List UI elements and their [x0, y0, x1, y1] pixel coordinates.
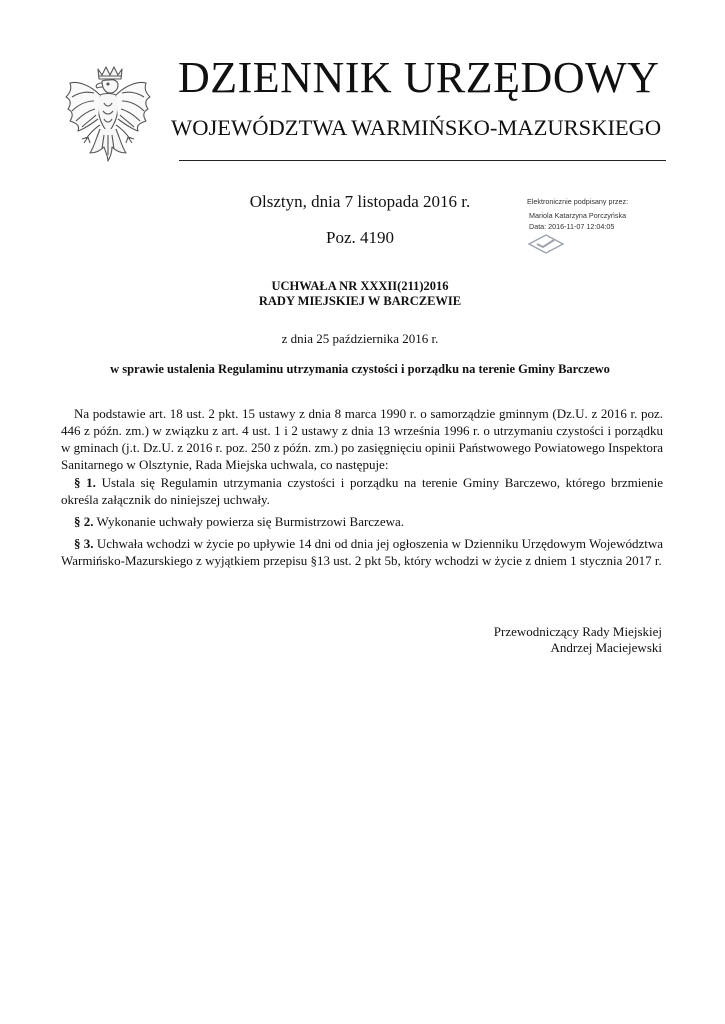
- journal-title: DZIENNIK URZĘDOWY: [178, 53, 660, 102]
- section-2-text: Wykonanie uchwały powierza się Burmistrzowi Barczewa.: [96, 514, 405, 529]
- section-2-paragraph: [61, 513, 663, 530]
- legal-basis-paragraph: [61, 405, 663, 473]
- resolution-subject: w sprawie ustalenia Regulaminu utrzymania czystości i porządku na terenie Gminy Barczewo: [110, 362, 610, 376]
- signature-date: Data: 2016-11-07 12:04:05: [529, 222, 615, 231]
- header-divider: [179, 160, 666, 161]
- section-3-mark: § 3.: [74, 536, 94, 551]
- section-1-mark: § 1.: [74, 475, 96, 490]
- chairman-name: Andrzej Maciejewski: [550, 640, 662, 655]
- section-2-mark: § 2.: [74, 514, 94, 529]
- section-3-paragraph: [61, 535, 663, 569]
- resolution-council: RADY MIEJSKIEJ W BARCZEWIE: [258, 294, 462, 308]
- white-eagle-emblem-icon: [64, 63, 152, 169]
- publication-place-date: Olsztyn, dnia 7 listopada 2016 r.: [249, 192, 471, 211]
- journal-subtitle: WOJEWÓDZTWA WARMIŃSKO-MAZURSKIEGO: [171, 115, 662, 140]
- signature-label: Elektronicznie podpisany przez:: [527, 197, 629, 206]
- section-1-text: Ustala się Regulamin utrzymania czystości i porządku na terenie Gminy Barczewo, którego brzmienie określa załącznik do niniejszej uchwały.: [61, 475, 664, 507]
- resolution-number: UCHWAŁA NR XXXII(211)2016: [271, 279, 449, 293]
- section-1-paragraph: [61, 474, 663, 508]
- chairman-title: Przewodniczący Rady Miejskiej: [493, 624, 662, 639]
- section-3-text: Uchwała wchodzi w życie po upływie 14 dni od dnia jej ogłoszenia w Dzienniku Urzędowym Województwa Warmińsko-Mazurskiego z wyjątkiem przepisu §13 ust. 2 pkt 5b, który wchodzi w życie z dniem 1 stycznia 2017 r.: [61, 536, 664, 568]
- legal-basis-text: Na podstawie art. 18 ust. 2 pkt. 15 ustawy z dnia 8 marca 1990 r. o samorządzie gminnym (Dz.U. z 2016 r. poz. 446 z późn. zm.) w związku z art. 4 ust. 1 i 2 ustawy z dnia 13 września 1996 r. o utrzymaniu czystości i porządku w gminach (j.t. Dz.U. z 2016 r. poz. 250 z późn. zm.) po zasięgnięciu opinii Państwowego Powiatowego Inspektora Sanitarnego w Olsztynie, Rada Miejska uchwala, co następuje:: [61, 406, 663, 472]
- publication-position: Poz. 4190: [326, 228, 394, 247]
- resolution-date: z dnia 25 października 2016 r.: [281, 331, 439, 346]
- signature-check-icon: [527, 233, 565, 255]
- signature-name: Mariola Katarzyna Porczyńska: [529, 211, 627, 220]
